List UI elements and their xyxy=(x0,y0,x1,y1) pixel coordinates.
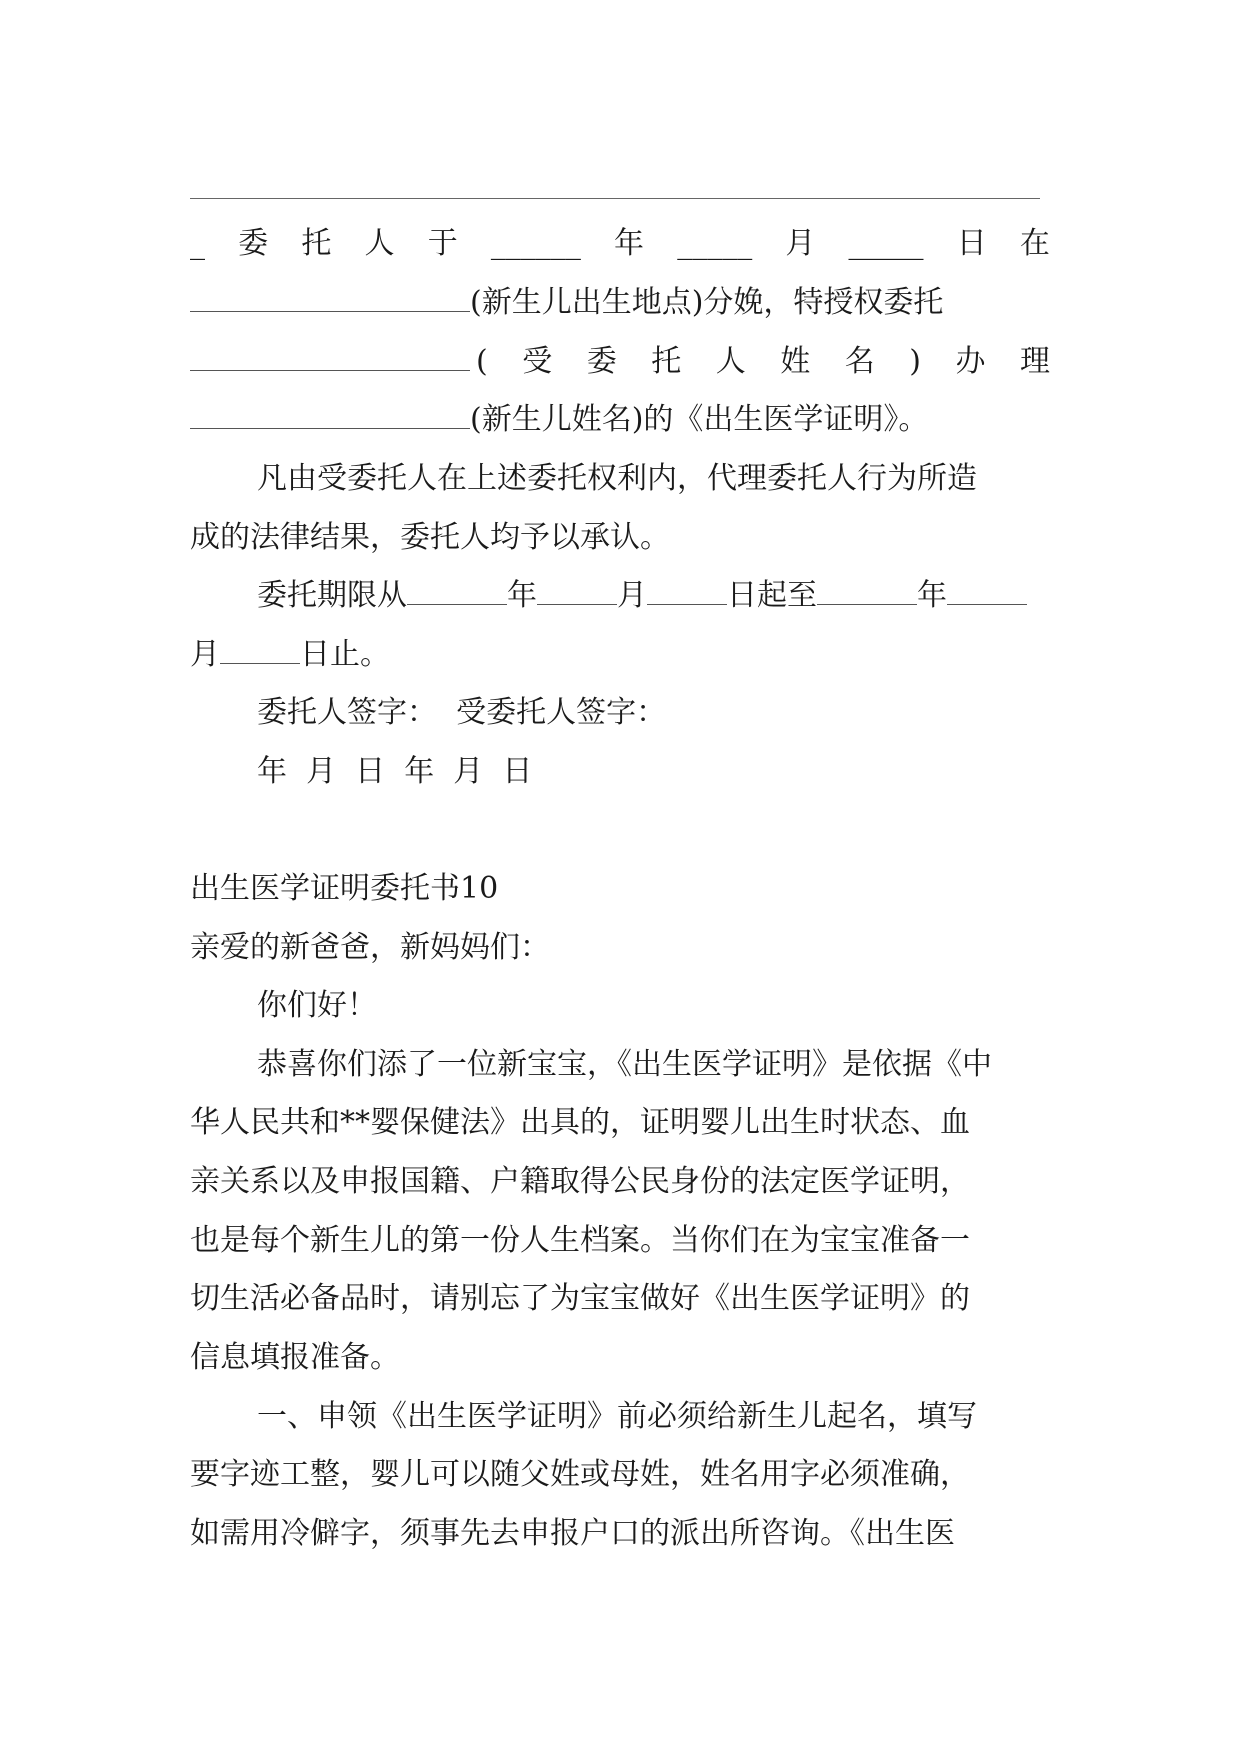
delegation-line-4 xyxy=(190,400,1050,440)
delegation-line-2 xyxy=(190,283,1050,323)
birthplace-text: (新生儿出生地点)分娩，特授权委托 xyxy=(470,285,944,320)
to-month-blank xyxy=(947,576,1027,605)
from-day-blank xyxy=(647,576,727,605)
month-blank: _____ xyxy=(677,226,753,261)
char: 办 xyxy=(955,344,986,379)
greeting: 亲爱的新爸爸，新妈妈们： xyxy=(190,930,550,965)
section-title: 出生医学证明委托书10 xyxy=(190,871,499,906)
char: 委 xyxy=(238,226,269,261)
delegation-line-3 xyxy=(190,342,1050,382)
from-year-blank xyxy=(407,576,507,605)
hello: 你们好！ xyxy=(257,988,377,1023)
char: 托 xyxy=(651,344,682,379)
end-label: 日止。 xyxy=(300,637,390,672)
agent-name-blank xyxy=(190,342,470,371)
delegation-line-1 xyxy=(190,224,1050,264)
signature-date-line: 年 月 日 年 月 日 xyxy=(257,754,533,789)
intro-para-line: 亲关系以及申报国籍、户籍取得公民身份的法定医学证明， xyxy=(190,1164,970,1199)
from-month-blank xyxy=(537,576,617,605)
intro-para-line: 华人民共和**婴保健法》出具的，证明婴儿出生时状态、血 xyxy=(190,1105,970,1140)
char: 姓 xyxy=(780,344,811,379)
char: 日 xyxy=(956,226,987,261)
char: 人 xyxy=(715,344,746,379)
underscore-mark: _ xyxy=(190,226,205,261)
intro-para-line: 恭喜你们添了一位新宝宝，《出生医学证明》是依据《中 xyxy=(257,1047,992,1082)
year-blank: ______ xyxy=(490,226,581,261)
char: 受 xyxy=(522,344,553,379)
day-blank: _____ xyxy=(848,226,924,261)
term-line-2 xyxy=(190,635,1050,675)
rule-one-para-line: 要字迹工整，婴儿可以随父姓或母姓，姓名用字必须准确， xyxy=(190,1457,970,1492)
intro-para-line: 信息填报准备。 xyxy=(190,1340,400,1375)
char: 名 xyxy=(844,344,875,379)
char: 在 xyxy=(1019,226,1050,261)
char: 理 xyxy=(1019,344,1050,379)
char: 托 xyxy=(301,226,332,261)
signature-line: 委托人签字： 受委托人签字： xyxy=(257,695,667,730)
birthplace-blank xyxy=(190,283,470,312)
top-rule xyxy=(190,198,1040,199)
char: ( xyxy=(476,344,488,379)
liability-para-line-2: 成的法律结果，委托人均予以承认。 xyxy=(190,520,670,555)
baby-name-blank xyxy=(190,400,470,429)
intro-para-line: 也是每个新生儿的第一份人生档案。当你们在为宝宝准备一 xyxy=(190,1223,970,1258)
month-label: 月 xyxy=(190,637,220,672)
rule-one-para-line: 一、申领《出生医学证明》前必须给新生儿起名，填写 xyxy=(257,1399,977,1434)
char: 年 xyxy=(614,226,645,261)
month-label: 月 xyxy=(617,578,647,613)
char: 月 xyxy=(785,226,816,261)
rule-one-para-line: 如需用冷僻字，须事先去申报户口的派出所咨询。《出生医 xyxy=(190,1516,955,1551)
char: ) xyxy=(909,344,921,379)
liability-para-line-1: 凡由受委托人在上述委托权利内，代理委托人行为所造 xyxy=(257,461,977,496)
term-from-label: 委托期限从 xyxy=(257,578,407,613)
to-year-blank xyxy=(817,576,917,605)
term-line-1 xyxy=(257,576,1050,616)
year-label: 年 xyxy=(917,578,947,613)
char: 人 xyxy=(364,226,395,261)
char: 于 xyxy=(427,226,458,261)
char: 委 xyxy=(586,344,617,379)
until-label: 日起至 xyxy=(727,578,817,613)
baby-name-text: (新生儿姓名)的《出生医学证明》。 xyxy=(470,402,929,437)
intro-para-line: 切生活必备品时，请别忘了为宝宝做好《出生医学证明》的 xyxy=(190,1281,970,1316)
year-label: 年 xyxy=(507,578,537,613)
to-day-blank xyxy=(220,635,300,664)
